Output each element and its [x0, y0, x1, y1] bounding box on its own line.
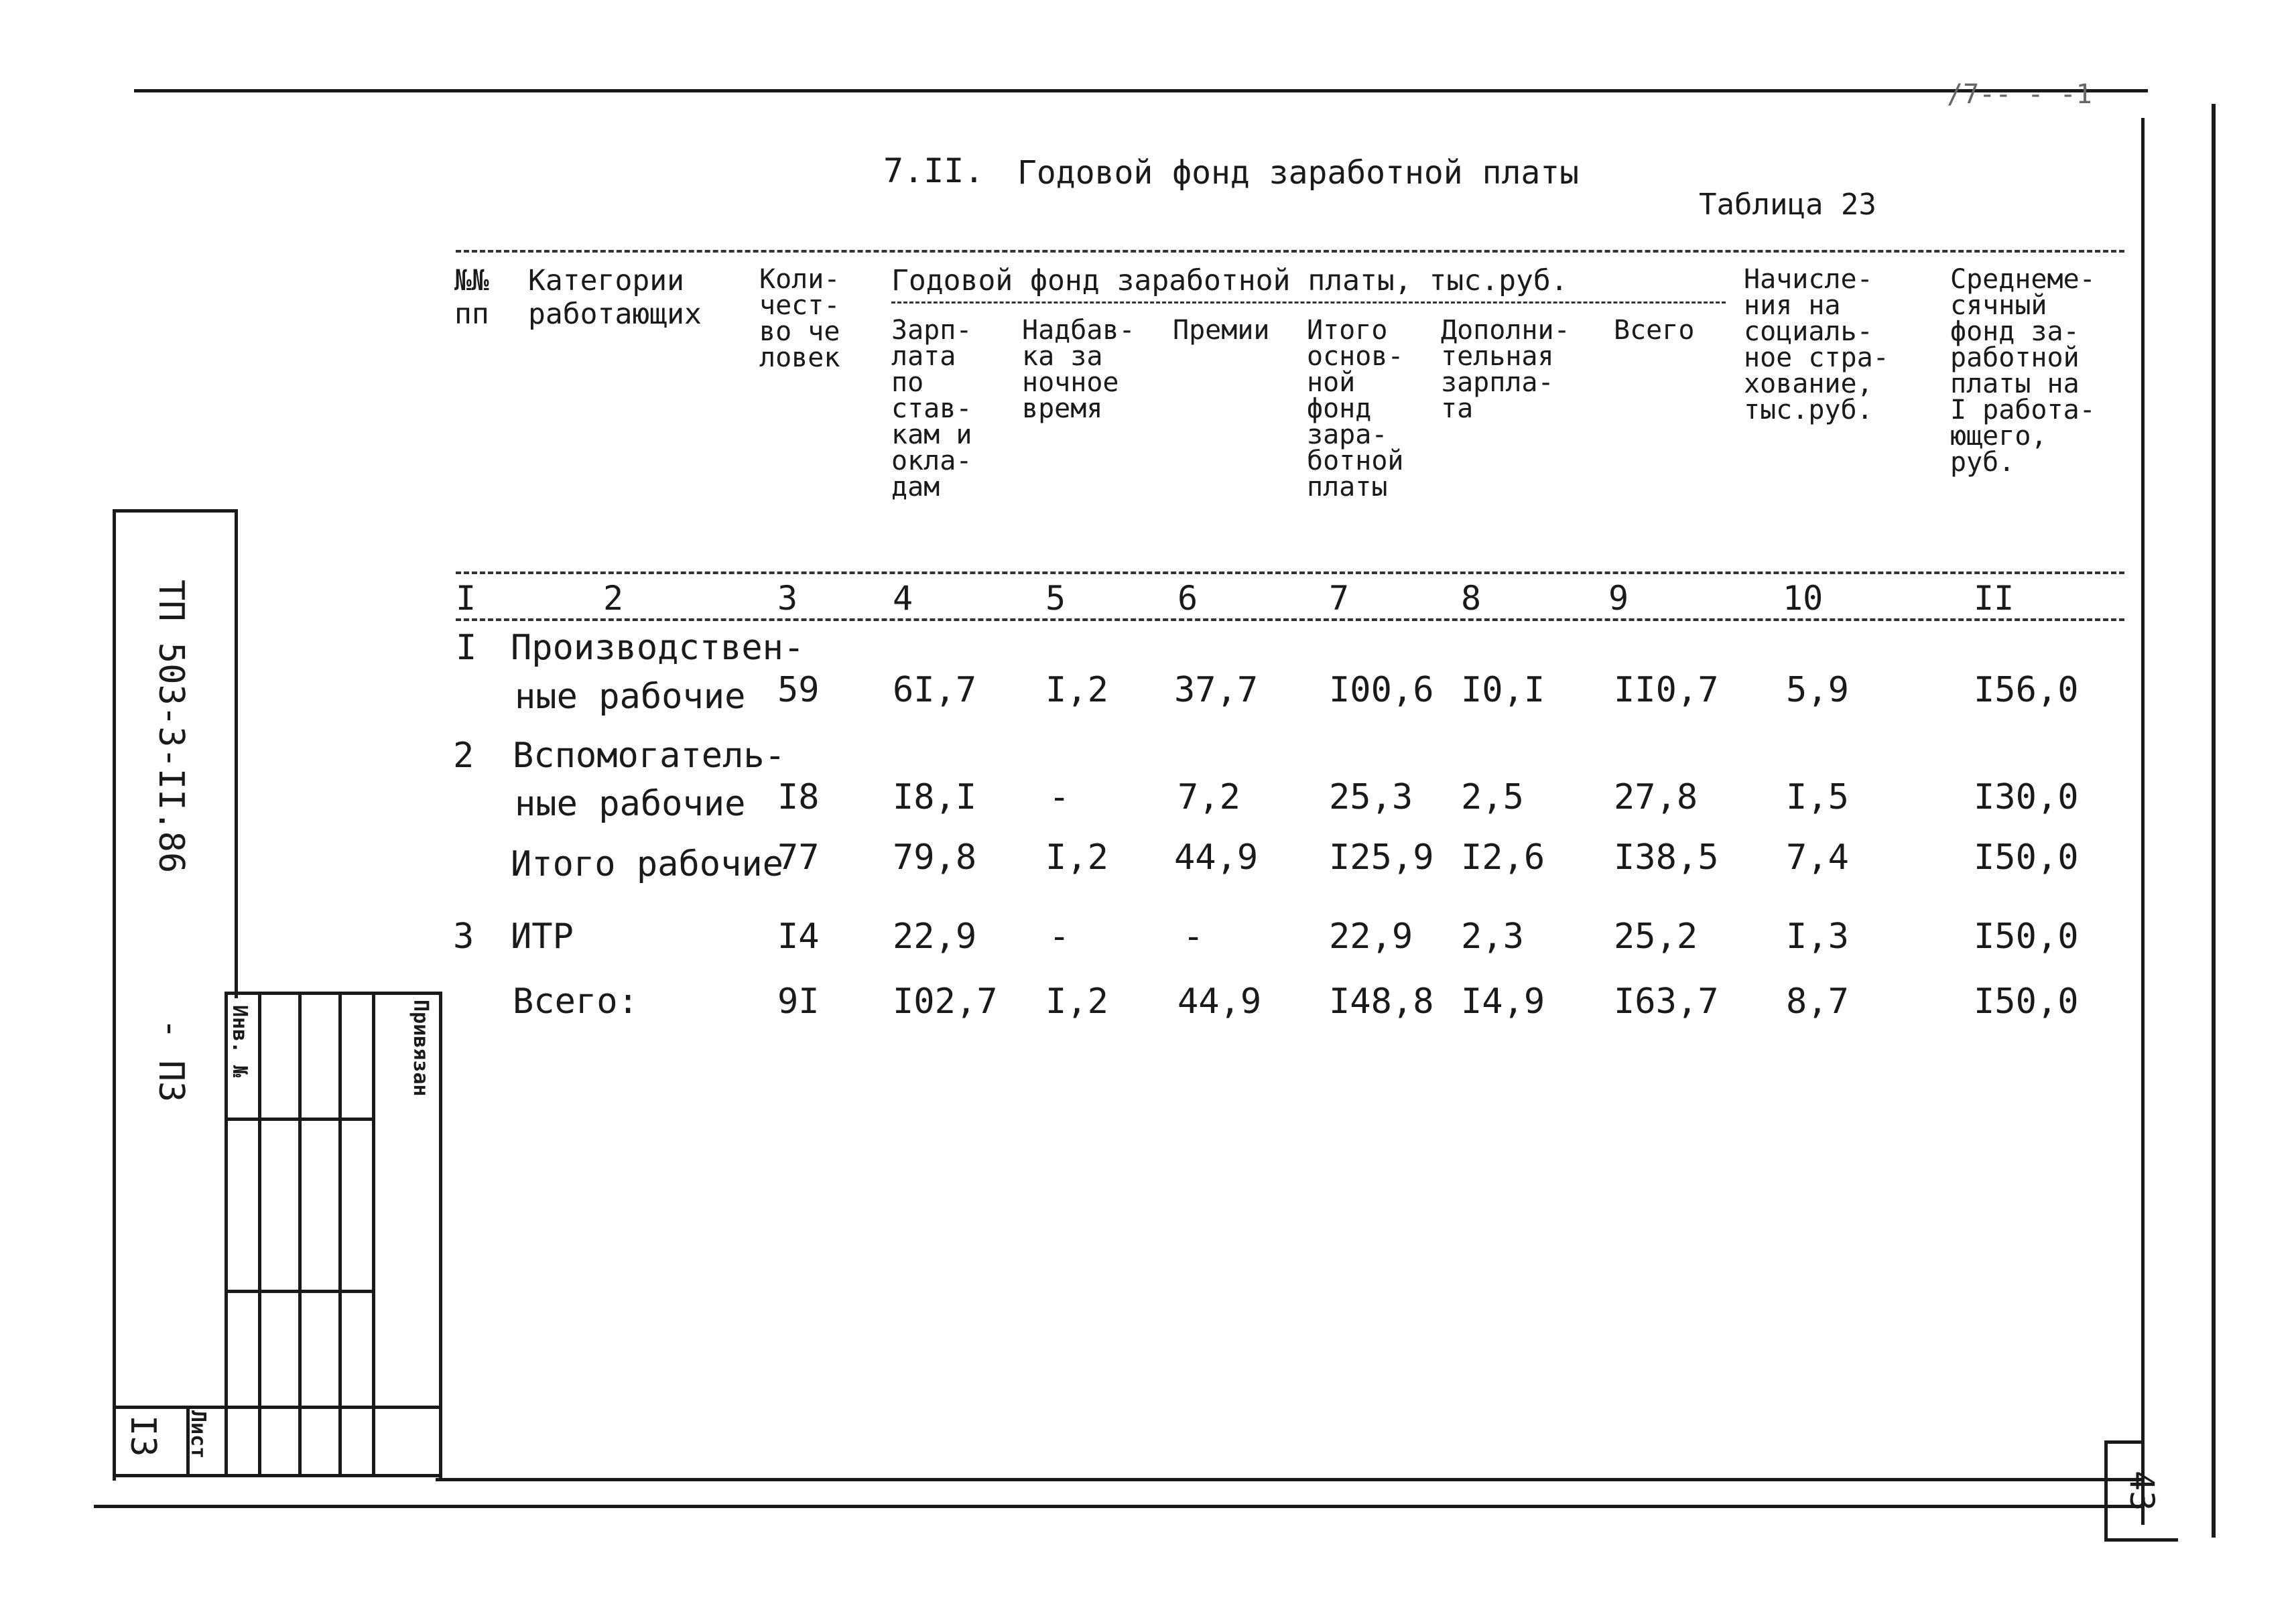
cell-social-insurance: 5,9: [1786, 670, 1849, 710]
column-number: II: [1974, 579, 2015, 618]
cell-night-bonus: I,2: [1045, 670, 1108, 710]
header-monthly-avg: Среднеме- сячный фонд за- работной платы на I работа- ющего, руб.: [1950, 264, 2096, 478]
row-number: 2: [453, 736, 474, 776]
bottom-border-line: [436, 1478, 2145, 1481]
column-number: 4: [893, 579, 913, 618]
stamp-grid-row: [225, 1118, 372, 1121]
cell-total: 25,2: [1614, 917, 1698, 957]
page-number-box-top: [2104, 1440, 2145, 1444]
cell-total: 27,8: [1614, 777, 1698, 817]
table-label: Таблица 23: [1699, 188, 1876, 222]
stamp-code-right-line: [235, 509, 238, 998]
page-number: 43: [2122, 1471, 2161, 1511]
cell-count: 77: [777, 837, 820, 878]
cell-main-fund: I00,6: [1329, 670, 1434, 710]
cell-extra-pay: I0,I: [1461, 670, 1545, 710]
cell-night-bonus: I,2: [1045, 837, 1108, 878]
document-code: ТП 503-3-II.86: [151, 580, 191, 874]
column-number: 5: [1045, 579, 1066, 618]
column-number: 2: [603, 579, 624, 618]
category-name-line2: ные рабочие: [515, 677, 746, 717]
right-edge-line: [2212, 104, 2216, 1538]
stamp-grid-line: [338, 992, 342, 1474]
linked-label: Привязан: [409, 1000, 432, 1097]
document-code-suffix: - ПЗ: [151, 1018, 191, 1103]
cell-main-fund: 22,9: [1329, 917, 1413, 957]
cell-monthly-avg: I50,0: [1974, 982, 2079, 1022]
cell-extra-pay: I4,9: [1461, 982, 1545, 1022]
page-number-box-bottom: [2104, 1538, 2178, 1542]
cell-extra-pay: I2,6: [1461, 837, 1545, 878]
cell-wages: 79,8: [893, 837, 977, 878]
cell-main-fund: I48,8: [1329, 982, 1434, 1022]
header-social-insurance: Начисле- ния на социаль- ное стра- хование, тыс.руб.: [1744, 264, 1889, 425]
category-name-line2: ные рабочие: [515, 784, 746, 824]
category-name-line2: Итого рабочие: [511, 844, 783, 884]
cell-total: II0,7: [1614, 670, 1719, 710]
cell-social-insurance: 7,4: [1786, 837, 1849, 878]
stamp-grid-line: [258, 992, 261, 1474]
stamp-grid-row: [225, 1290, 372, 1293]
header-wages: Зарп- лата по став- кам и окла- дам: [891, 315, 972, 502]
group-header-underline: [891, 301, 1726, 303]
header-bonuses: Премии: [1173, 315, 1270, 346]
cell-main-fund: I25,9: [1329, 837, 1434, 878]
cell-wages: I8,I: [893, 777, 977, 817]
header-main-fund: Итого основ- ной фонд зара- ботной платы: [1307, 315, 1404, 502]
cell-monthly-avg: I50,0: [1974, 917, 2079, 957]
cell-bonuses: 44,9: [1174, 837, 1259, 878]
right-border-line: [2141, 118, 2145, 1525]
cell-count: 59: [777, 670, 820, 710]
column-number: I: [456, 579, 476, 618]
stamp-grid-line: [439, 992, 442, 1481]
category-name-line2: Всего:: [513, 982, 639, 1022]
cell-bonuses: 44,9: [1177, 982, 1262, 1022]
section-number: 7.II.: [883, 151, 984, 190]
cell-extra-pay: 2,3: [1461, 917, 1524, 957]
stamp-top-line: [113, 509, 237, 513]
cell-night-bonus: I,2: [1045, 982, 1108, 1022]
cell-count: I4: [777, 917, 820, 957]
stamp-left-line: [113, 509, 116, 1481]
cell-social-insurance: I,5: [1786, 777, 1849, 817]
column-number: 9: [1608, 579, 1629, 618]
header-extra-pay: Дополни- тельная зарпла- та: [1441, 315, 1570, 424]
page-number-box-left: [2104, 1440, 2108, 1541]
header-group-fund: Годовой фонд заработной платы, тыс.руб.: [891, 264, 1568, 297]
column-number: 3: [777, 579, 798, 618]
cell-bonuses: -: [1183, 917, 1204, 957]
header-count: Коли- чест- во че ловек: [759, 264, 840, 373]
cell-wages: I02,7: [893, 982, 998, 1022]
category-name-line1: Производствен-: [511, 628, 805, 668]
cell-main-fund: 25,3: [1329, 777, 1413, 817]
cell-wages: 22,9: [893, 917, 977, 957]
stamp-code-bottom: [113, 1406, 441, 1409]
cell-total: I38,5: [1614, 837, 1719, 878]
cell-night-bonus: -: [1049, 917, 1070, 957]
column-number: 7: [1329, 579, 1350, 618]
column-number: 8: [1461, 579, 1482, 618]
inventory-number-label: Инв. №: [228, 1005, 251, 1078]
header-category: Категории работающих: [528, 264, 702, 331]
column-number: 10: [1783, 579, 1824, 618]
cell-social-insurance: 8,7: [1786, 982, 1849, 1022]
table-top-rule: [456, 250, 2124, 253]
page-title: Годовой фонд заработной платы: [1017, 154, 1580, 192]
cell-monthly-avg: I30,0: [1974, 777, 2079, 817]
cell-bonuses: 37,7: [1174, 670, 1259, 710]
cell-count: 9I: [777, 982, 820, 1022]
stamp-grid-line: [298, 992, 302, 1474]
cell-monthly-avg: I50,0: [1974, 837, 2079, 878]
cell-monthly-avg: I56,0: [1974, 670, 2079, 710]
header-night-bonus: Надбав- ка за ночное время: [1022, 315, 1135, 424]
column-number: 6: [1177, 579, 1198, 618]
row-number: I: [456, 628, 477, 668]
handwritten-mark: /7-- - -1: [1947, 79, 2092, 110]
cell-wages: 6I,7: [893, 670, 977, 710]
column-numbers-rule: [456, 618, 2124, 621]
category-name-line1: Вспомогатель-: [513, 736, 785, 776]
header-total: Всего: [1614, 315, 1695, 346]
header-bottom-rule: [456, 571, 2124, 574]
cell-count: I8: [777, 777, 820, 817]
cell-total: I63,7: [1614, 982, 1719, 1022]
cell-bonuses: 7,2: [1177, 777, 1240, 817]
top-border-line: [134, 89, 2148, 92]
stamp-grid-top: [225, 992, 440, 995]
cell-night-bonus: -: [1049, 777, 1070, 817]
bottom-outer-line: [94, 1505, 2145, 1508]
sheet-label: Лист: [186, 1410, 210, 1459]
sheet-number: I3: [123, 1415, 163, 1457]
category-name-line2: ИТР: [511, 917, 574, 957]
header-number: №№ пп: [454, 264, 489, 331]
row-number: 3: [453, 917, 474, 957]
cell-social-insurance: I,3: [1786, 917, 1849, 957]
stamp-grid-line: [372, 992, 375, 1474]
stamp-bottom: [113, 1474, 441, 1477]
cell-extra-pay: 2,5: [1461, 777, 1524, 817]
